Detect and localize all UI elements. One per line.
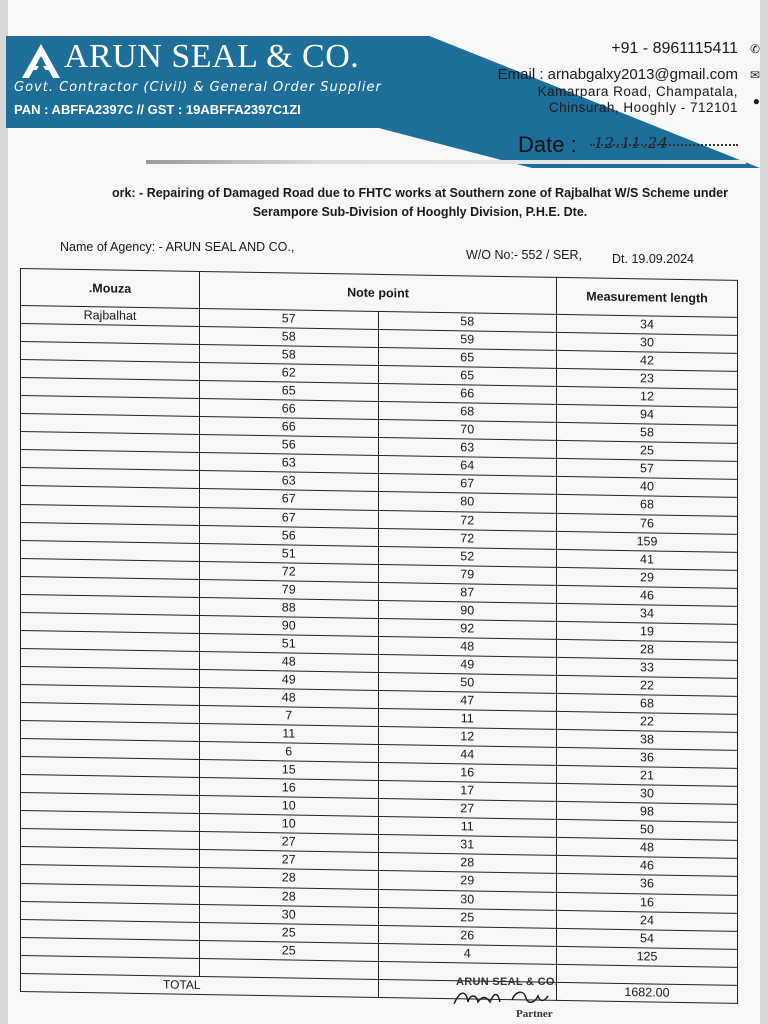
cell-note-point-to: 25 bbox=[378, 907, 557, 928]
cell-note-point-from: 30 bbox=[200, 904, 379, 925]
cell-note-point-from: 62 bbox=[200, 363, 379, 384]
cell-measurement-length: 68 bbox=[557, 693, 738, 714]
cell-note-point-from: 48 bbox=[200, 651, 379, 672]
cell-note-point-from: 90 bbox=[200, 615, 379, 636]
cell-measurement-length: 33 bbox=[557, 657, 738, 678]
cell-note-point-from: 58 bbox=[200, 327, 379, 348]
cell-note-point-from: 58 bbox=[200, 345, 379, 366]
cell-measurement-length: 41 bbox=[557, 549, 738, 570]
cell-note-point-to: 11 bbox=[378, 708, 557, 729]
email-address: Email : arnabgalxy2013@gmail.com bbox=[497, 66, 738, 83]
cell-note-point-to: 4 bbox=[378, 943, 557, 964]
cell-measurement-length: 30 bbox=[557, 784, 738, 805]
cell-note-point-from: 63 bbox=[200, 471, 379, 492]
cell-note-point-to: 44 bbox=[378, 745, 557, 766]
cell-note-point-to: 29 bbox=[378, 871, 557, 892]
cell-measurement-length: 50 bbox=[557, 820, 738, 841]
header-note-point: Note point bbox=[200, 271, 557, 314]
cell-note-point-from: 79 bbox=[200, 579, 379, 600]
cell-note-point-to: 63 bbox=[378, 438, 557, 459]
cell-note-point-from: 10 bbox=[200, 814, 379, 835]
cell-note-point-from: 88 bbox=[200, 597, 379, 618]
pan-gst-line: PAN : ABFFA2397C // GST : 19ABFFA2397C1ZI bbox=[14, 102, 301, 117]
cell-note-point-from: 27 bbox=[200, 832, 379, 853]
cell-measurement-length: 21 bbox=[557, 766, 738, 787]
cell-measurement-length: 98 bbox=[557, 802, 738, 823]
cell-measurement-length: 29 bbox=[557, 567, 738, 588]
cell-note-point-from: 51 bbox=[200, 633, 379, 654]
phone-icon: ✆ bbox=[749, 42, 760, 56]
phone-number: +91 - 8961115411 bbox=[611, 40, 738, 57]
cell-measurement-length: 125 bbox=[557, 946, 738, 967]
header-measurement-length: Measurement length bbox=[557, 277, 738, 317]
cell-note-point-from: 63 bbox=[200, 453, 379, 474]
cell-note-point-to: 52 bbox=[378, 546, 557, 567]
date-value: 12.11.24 bbox=[594, 134, 669, 152]
company-name: ARUN SEAL & CO. bbox=[64, 38, 360, 75]
work-line-2: Serampore Sub-Division of Hooghly Division, P.H.E. Dte. bbox=[252, 205, 588, 219]
cell-note-point-to: 47 bbox=[378, 690, 557, 711]
cell-note-point-from: 16 bbox=[200, 778, 379, 799]
cell-note-point-to: 70 bbox=[378, 420, 557, 441]
cell-measurement-length: 12 bbox=[557, 387, 738, 408]
cell-measurement-length: 22 bbox=[557, 711, 738, 732]
cell-note-point-from: 49 bbox=[200, 669, 379, 690]
cell-note-point-from: 56 bbox=[200, 525, 379, 546]
cell-note-point-to: 64 bbox=[378, 456, 557, 477]
cell-note-point-from: 6 bbox=[200, 742, 379, 763]
cell-note-point-from: 67 bbox=[200, 507, 379, 528]
cell-note-point-to: 16 bbox=[378, 763, 557, 784]
cell-measurement-length: 159 bbox=[557, 531, 738, 552]
cell-note-point-to: 65 bbox=[378, 348, 557, 369]
cell-note-point-to: 79 bbox=[378, 564, 557, 585]
cell-measurement-length: 36 bbox=[557, 748, 738, 769]
cell-note-point-to: 48 bbox=[378, 636, 557, 657]
cell-note-point-to: 11 bbox=[378, 817, 557, 838]
total-value: 1682.00 bbox=[557, 982, 738, 1003]
cell-note-point-from: 66 bbox=[200, 399, 379, 420]
cell-note-point-to: 12 bbox=[378, 727, 557, 748]
cell-measurement-length: 22 bbox=[557, 675, 738, 696]
work-order-number: W/O No:- 552 / SER, bbox=[466, 248, 583, 262]
cell-note-point-to: 28 bbox=[378, 853, 557, 874]
cell-note-point-from: 15 bbox=[200, 760, 379, 781]
cell-measurement-length: 76 bbox=[557, 513, 738, 534]
header-mouza: .Mouza bbox=[21, 269, 200, 309]
email-icon: ✉ bbox=[749, 68, 760, 82]
cell-note-point-from: 51 bbox=[200, 543, 379, 564]
cell-measurement-length: 19 bbox=[557, 621, 738, 642]
cell-measurement-length: 36 bbox=[557, 874, 738, 895]
cell-note-point-to: 66 bbox=[378, 384, 557, 405]
company-tagline: Govt. Contractor (Civil) & General Order Supplier bbox=[14, 80, 382, 95]
cell-note-point-to: 67 bbox=[378, 474, 557, 495]
cell-note-point-to: 80 bbox=[378, 492, 557, 513]
cell-measurement-length: 68 bbox=[557, 495, 738, 516]
cell-note-point-from: 67 bbox=[200, 489, 379, 510]
cell-note-point-to: 27 bbox=[378, 799, 557, 820]
cell-measurement-length: 34 bbox=[557, 603, 738, 624]
work-line-1: ork: - Repairing of Damaged Road due to FHTC works at Southern zone of Rajbalhat W/S Scheme under bbox=[111, 186, 729, 200]
cell-measurement-length: 28 bbox=[557, 639, 738, 660]
cell-note-point-to: 72 bbox=[378, 510, 557, 531]
cell-note-point-to: 17 bbox=[378, 781, 557, 802]
cell-measurement-length: 34 bbox=[557, 314, 738, 335]
cell-note-point-to: 90 bbox=[378, 600, 557, 621]
work-description bbox=[100, 184, 740, 222]
cell-note-point-to: 31 bbox=[378, 835, 557, 856]
cell-measurement-length: 94 bbox=[557, 405, 738, 426]
total-label: TOTAL bbox=[21, 973, 379, 997]
cell-measurement-length: 23 bbox=[557, 369, 738, 390]
cell-measurement-length: 42 bbox=[557, 350, 738, 371]
cell-note-point-from: 25 bbox=[200, 922, 379, 943]
cell-note-point-from: 72 bbox=[200, 561, 379, 582]
cell-measurement-length: 46 bbox=[557, 585, 738, 606]
cell-note-point-to: 49 bbox=[378, 654, 557, 675]
cell-note-point-to: 50 bbox=[378, 672, 557, 693]
location-pin-icon: ● bbox=[752, 94, 760, 108]
cell-note-point-from: 48 bbox=[200, 687, 379, 708]
cell-note-point-from: 65 bbox=[200, 381, 379, 402]
work-order-date: Dt. 19.09.2024 bbox=[612, 252, 695, 266]
handwritten-signature bbox=[450, 984, 570, 1010]
cell-note-point-from: 7 bbox=[200, 706, 379, 727]
header-rule bbox=[146, 160, 746, 164]
cell-mouza: Rajbalhat bbox=[21, 306, 200, 327]
cell-measurement-length: 24 bbox=[557, 910, 738, 931]
cell-note-point-from: 11 bbox=[200, 724, 379, 745]
date-label: Date : bbox=[518, 132, 577, 157]
cell-measurement-length: 30 bbox=[557, 332, 738, 353]
cell-note-point-from: 56 bbox=[200, 435, 379, 456]
cell-note-point-from: 28 bbox=[200, 886, 379, 907]
cell-note-point-from: 25 bbox=[200, 940, 379, 961]
cell-note-point-to: 92 bbox=[378, 618, 557, 639]
measurement-table bbox=[20, 268, 738, 1004]
cell-note-point-from: 28 bbox=[200, 868, 379, 889]
cell-note-point-from: 57 bbox=[200, 308, 379, 329]
cell-measurement-length: 54 bbox=[557, 928, 738, 949]
address-line-2: Chinsurah, Hooghly - 712101 bbox=[548, 100, 738, 115]
address-line-1: Kamarpara Road, Champatala, bbox=[537, 84, 738, 99]
cell-measurement-length: 57 bbox=[557, 459, 738, 480]
partner-label: Partner bbox=[516, 1008, 553, 1020]
cell-measurement-length: 16 bbox=[557, 892, 738, 913]
cell-note-point-to: 72 bbox=[378, 528, 557, 549]
cell-note-point-to: 26 bbox=[378, 925, 557, 946]
cell-note-point-to: 68 bbox=[378, 402, 557, 423]
cell-note-point-to: 65 bbox=[378, 366, 557, 387]
cell-note-point-from: 66 bbox=[200, 417, 379, 438]
cell-measurement-length: 38 bbox=[557, 729, 738, 750]
cell-note-point-from: 27 bbox=[200, 850, 379, 871]
cell-measurement-length: 40 bbox=[557, 477, 738, 498]
cell-note-point-to: 58 bbox=[378, 311, 557, 332]
measurement-table-wrap bbox=[20, 268, 738, 1004]
cell-measurement-length: 46 bbox=[557, 856, 738, 877]
stamp-company-name: ARUN SEAL & CO. bbox=[456, 976, 559, 988]
cell-note-point-from: 10 bbox=[200, 796, 379, 817]
cell-note-point-to: 30 bbox=[378, 889, 557, 910]
cell-measurement-length: 58 bbox=[557, 423, 738, 444]
company-logo-icon bbox=[20, 42, 62, 80]
cell-measurement-length: 25 bbox=[557, 441, 738, 462]
cell-note-point-to: 59 bbox=[378, 329, 557, 350]
cell-measurement-length: 48 bbox=[557, 838, 738, 859]
agency-name: Name of Agency: - ARUN SEAL AND CO., bbox=[60, 240, 295, 254]
cell-note-point-to: 87 bbox=[378, 582, 557, 603]
table-body bbox=[21, 306, 738, 1004]
